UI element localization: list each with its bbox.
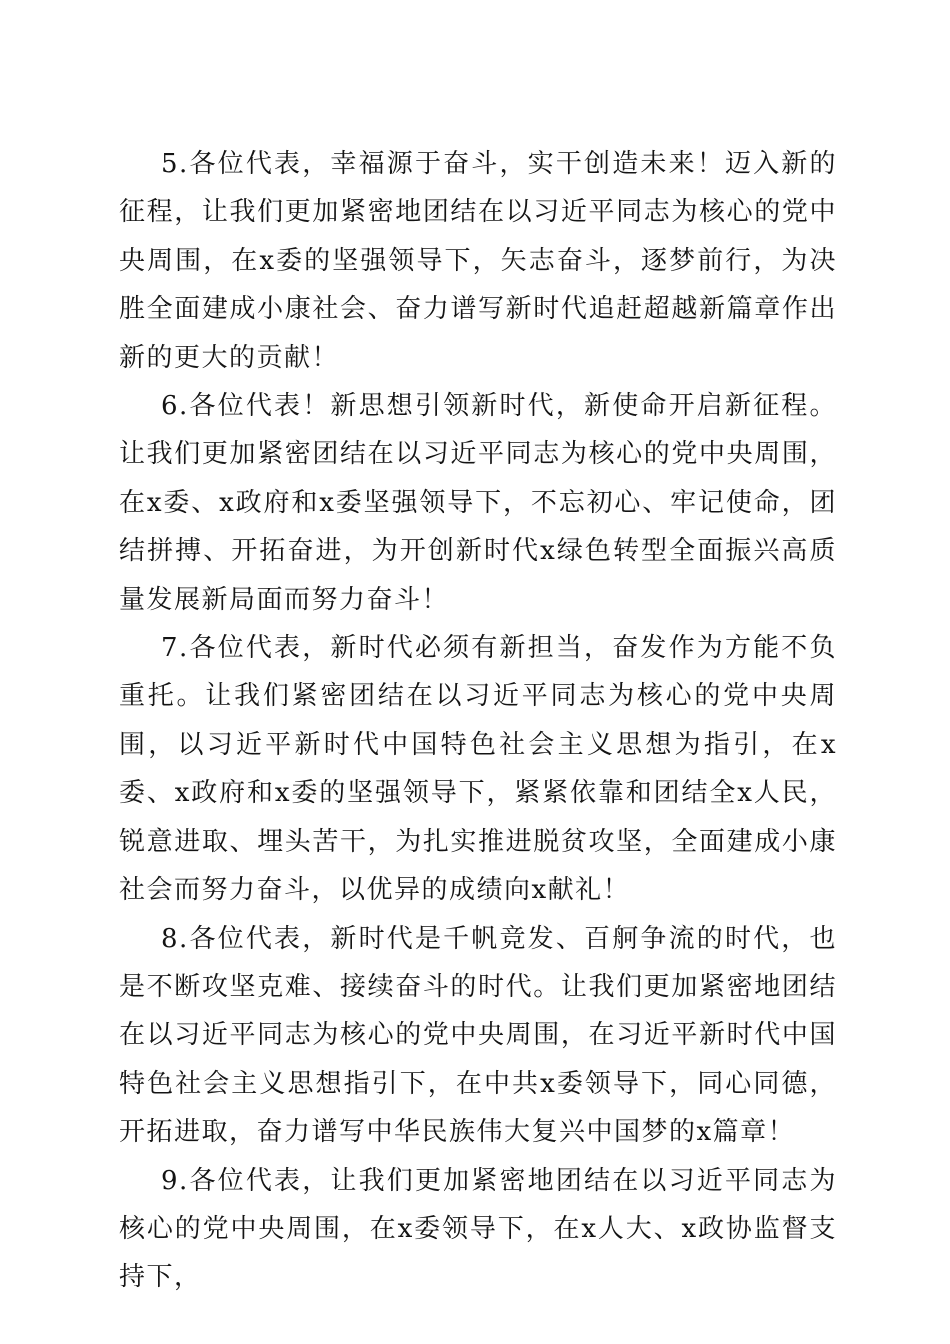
paragraph-7: 7.各位代表，新时代必须有新担当，奋发作为方能不负重托。让我们紧密团结在以习近平同志为核心的党中央周围，以习近平新时代中国特色社会主义思想为指引，在x委、x政府和x委的坚强领导下，紧紧依靠和团结全x人民，锐意进取、埋头苦干，为扎实推进脱贫攻坚，全面建成小康社会而努力奋斗，以优异的成绩向x献礼！	[119, 633, 837, 906]
paragraph-8: 8.各位代表，新时代是千帆竞发、百舸争流的时代，也是不断攻坚克难、接续奋斗的时代。让我们更加紧密地团结在以习近平同志为核心的党中央周围，在习近平新时代中国特色社会主义思想指引下，在中共x委领导下，同心同德，开拓进取，奋力谱写中华民族伟大复兴中国梦的x篇章！	[119, 923, 837, 1148]
paragraph-6: 6.各位代表！新思想引领新时代，新使命开启新征程。让我们更加紧密团结在以习近平同志为核心的党中央周围，在x委、x政府和x委坚强领导下，不忘初心、牢记使命，团结拼搏、开拓奋进，为开创新时代x绿色转型全面振兴高质量发展新局面而努力奋斗！	[119, 391, 837, 615]
paragraph-5: 5.各位代表，幸福源于奋斗，实干创造未来！迈入新的征程，让我们更加紧密地团结在以习近平同志为核心的党中央周围，在x委的坚强领导下，矢志奋斗，逐梦前行，为决胜全面建成小康社会、奋力谱写新时代追赶超越新篇章作出新的更大的贡献！	[119, 149, 837, 373]
document-body	[119, 140, 837, 1302]
paragraph-9: 9.各位代表，让我们更加紧密地团结在以习近平同志为核心的党中央周围，在x委领导下，在x人大、x政协监督支持下，	[119, 1165, 837, 1293]
